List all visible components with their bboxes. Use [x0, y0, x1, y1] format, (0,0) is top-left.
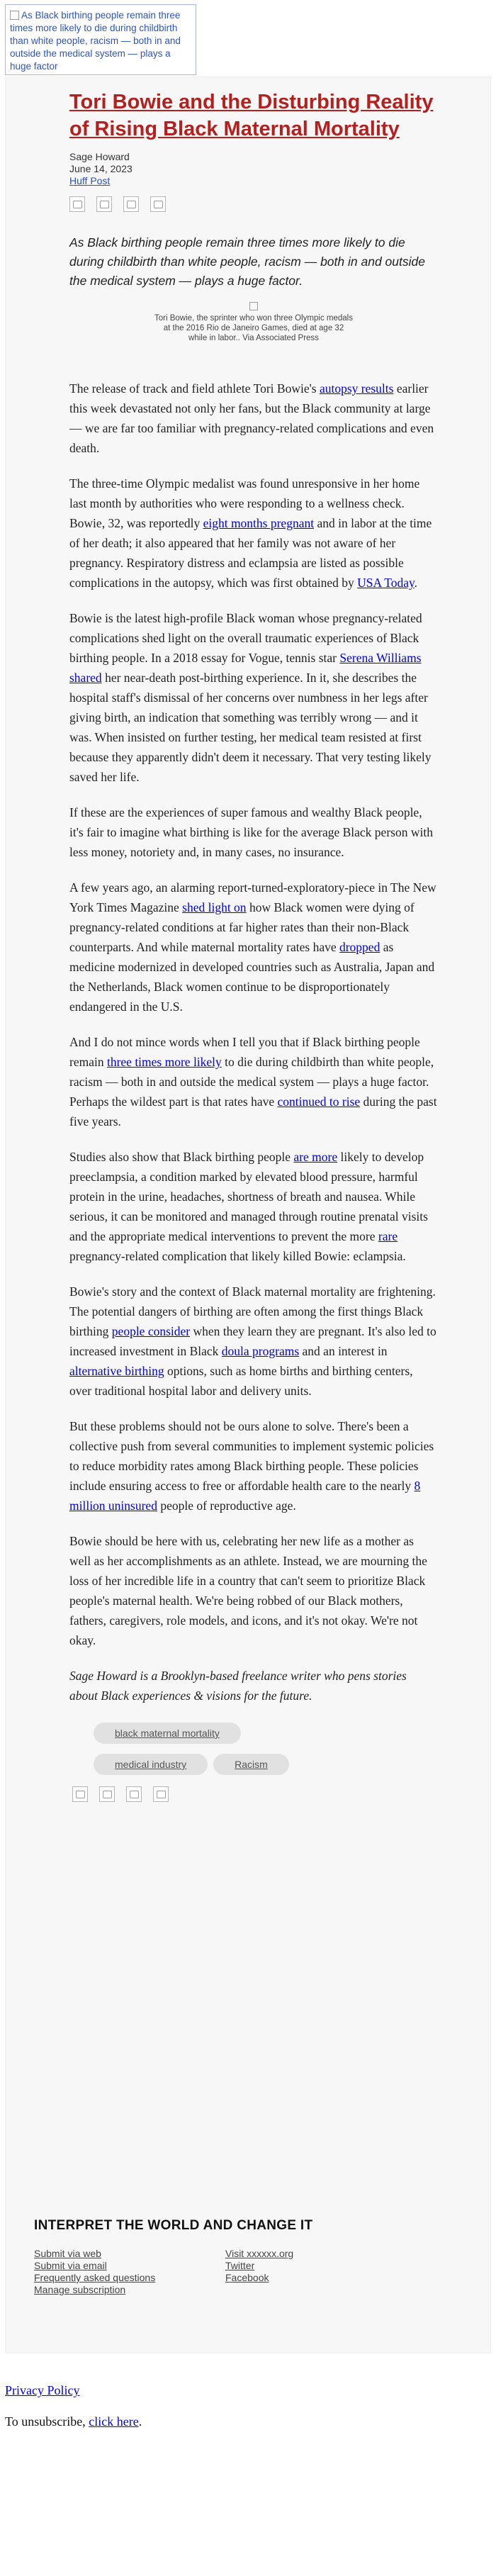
unsubscribe-line: To unsubscribe, click here. [5, 2414, 142, 2429]
tag-racism[interactable]: Racism [213, 1754, 289, 1775]
link-share-icon[interactable] [150, 196, 166, 212]
email-share-icon[interactable] [123, 196, 139, 212]
visit-site-link[interactable]: Visit xxxxxx.org [225, 2248, 294, 2259]
article-photo [154, 302, 353, 343]
paragraph-6: And I do not mince words when I tell you that if Black birthing people remain three times more likely to die during childbirth than white people, racism — both in and outside the medical system — plays a huge factor. Perhaps the wildest part is that rates have continued to rise during the past five years. [69, 1035, 437, 1129]
photo-placeholder-icon [249, 302, 258, 310]
paragraph-2: The three-time Olympic medalist was found unresponsive in her home last month by authorities who were responding to a wellness check. Bowie, 32, was reportedly eight months pregnant and in labor at the time of her death; it also appeared that her family was not aware of her pregnancy. Respiratory distress and eclampsia are listed as possible complications in the autopsy, which was first obtained by USA Today. [69, 476, 432, 590]
photo-caption: Tori Bowie, the sprinter who won three Olympic medals at the 2016 Rio de Janeiro Games, died at age 32 while in labor.. Via Associated Press [154, 314, 353, 342]
article-card [5, 77, 491, 2353]
three-times-more-likely-link[interactable]: three times more likely [106, 1055, 222, 1069]
tag-medical-industry[interactable]: medical industry [94, 1754, 208, 1775]
article-title-link[interactable]: Tori Bowie and the Disturbing Reality of Rising Black Maternal Mortality [69, 91, 434, 140]
are-more-link[interactable]: are more [293, 1150, 338, 1164]
8-million-uninsured-link[interactable]: 8 million uninsured [69, 1479, 421, 1513]
share-icons-bottom [69, 1786, 438, 1808]
share-icons-top [69, 196, 438, 218]
paragraph-5: A few years ago, an alarming report-turned-exploratory-piece in The New York Times Magazine shed light on how Black women were dying of pregnancy-related conditions at far higher rates than their non-Black counterparts. And while maternal mortality rates have dropped as medicine modernized in developed countries such as Australia, Japan and the Netherlands, Black women continue to be disproportionately endangered in the U.S. [69, 880, 436, 1014]
privacy-policy-link[interactable]: Privacy Policy [5, 2383, 80, 2397]
email-share-icon[interactable] [126, 1786, 142, 1802]
paragraph-8: Bowie's story and the context of Black maternal mortality are frightening. The potential dangers of birthing are often among the first things Black birthing people consider when they learn they are pregnant. It's also led to increased investment in Black doula programs and an interest in alternative birthing options, such as home births and birthing centers, over traditional hospital labor and delivery units. [69, 1284, 436, 1398]
manage-subscription-link[interactable]: Manage subscription [34, 2284, 126, 2295]
dropped-link[interactable]: dropped [339, 940, 381, 954]
serena-williams-shared-link[interactable]: Serena Williams shared [69, 651, 422, 685]
facebook-share-icon[interactable] [72, 1786, 88, 1802]
source-link[interactable]: Huff Post [69, 175, 111, 186]
publish-date: June 14, 2023 [69, 163, 133, 174]
twitter-share-icon[interactable] [96, 196, 112, 212]
alternative-birthing-link[interactable]: alternative birthing [69, 1364, 164, 1378]
broken-image-icon [10, 11, 19, 20]
article-body [69, 379, 438, 1706]
tag-black-maternal-mortality[interactable]: black maternal mortality [94, 1723, 241, 1744]
rare-link[interactable]: rare [378, 1229, 398, 1243]
twitter-link[interactable]: Twitter [225, 2260, 255, 2271]
hero-image-alt-text: As Black birthing people remain three times more likely to die during childbirth than white people, racism — both in and outside the medical system — plays a huge factor [10, 10, 181, 72]
paragraph-10: Bowie should be here with us, celebrating her new life as a mother as well as her accomplishments as an athlete. Instead, we are mourning the loss of her incredible life in a country that can't seem to prioritize Black people's maternal health. We're being robbed of our Black mothers, fathers, caregivers, role models, and icons, and it's not okay. We're not okay. [69, 1534, 427, 1647]
paragraph-1: The release of track and field athlete Tori Bowie's autopsy results earlier this week devastated not only her fans, but the Black community at large — we are far too familiar with pregnancy-related complications and even death. [69, 381, 434, 455]
article-title [69, 89, 438, 142]
tag-list [69, 1723, 438, 1785]
article-meta [69, 151, 438, 187]
footer-left-links [34, 2248, 225, 2296]
paragraph-3: Bowie is the latest high-profile Black woman whose pregnancy-related complications shed light on the overall traumatic experiences of Black birthing people. In a 2018 essay for Vogue, tennis star Serena Williams shared her near-death post-birthing experience. In it, she describes the hospital staff's dismissal of her concerns over numbness in her legs after giving birth, an indication that something was terribly wrong — and it was. When insisted on further testing, her medical team resisted at first because they apparently didn't deem it necessary. That very testing likely saved her life. [69, 611, 432, 784]
paragraph-7: Studies also show that Black birthing people are more likely to develop preeclampsia, a condition marked by elevated blood pressure, harmful protein in the urine, headaches, shortness of breath and nausea. While serious, it can be monitored and managed through routine prenatal visits and the appropriate medical interventions to prevent the more rare pregnancy-related complication that likely killed Bowie: eclampsia. [69, 1150, 428, 1263]
footer-heading: INTERPRET THE WORLD AND CHANGE IT [34, 2218, 313, 2233]
facebook-link[interactable]: Facebook [225, 2272, 269, 2283]
hero-image[interactable] [5, 4, 196, 75]
link-share-icon[interactable] [153, 1786, 169, 1802]
article-column [69, 89, 438, 1808]
paragraph-4: If these are the experiences of super famous and wealthy Black people, it's fair to imagine what birthing is like for the average Black person with less money, notoriety and, in many cases, no insurance. [69, 805, 433, 859]
facebook-share-icon[interactable] [69, 196, 85, 212]
people-consider-link[interactable]: people consider [111, 1324, 191, 1338]
unsubscribe-link[interactable]: click here [89, 2414, 139, 2429]
eight-months-pregnant-link[interactable]: eight months pregnant [203, 516, 315, 530]
autopsy-results-link[interactable]: autopsy results [319, 381, 394, 396]
usa-today-link[interactable]: USA Today [357, 576, 415, 590]
paragraph-9: But these problems should not be ours alone to solve. There's been a collective push from several communities to implement systemic policies to reduce morbidity rates among Black birthing people. These policies include ensuring access to free or affordable health care to the nearly 8 million uninsured people of reproductive age. [69, 1419, 434, 1513]
shed-light-on-link[interactable]: shed light on [182, 900, 247, 914]
footer-right-links [225, 2248, 417, 2296]
twitter-share-icon[interactable] [99, 1786, 115, 1802]
submit-via-web-link[interactable]: Submit via web [34, 2248, 101, 2259]
submit-via-email-link[interactable]: Submit via email [34, 2260, 107, 2271]
doula-programs-link[interactable]: doula programs [221, 1344, 300, 1358]
author-bio: Sage Howard is a Brooklyn-based freelance writer who pens stories about Black experiences & visions for the future. [69, 1669, 407, 1703]
newsletter-footer [34, 2218, 459, 2296]
article-lede: As Black birthing people remain three times more likely to die during childbirth than white people, racism — both in and outside the medical system — plays a huge factor. [69, 235, 425, 288]
faq-link[interactable]: Frequently asked questions [34, 2272, 156, 2283]
continued-to-rise-link[interactable]: continued to rise [277, 1094, 361, 1109]
author: Sage Howard [69, 151, 130, 162]
